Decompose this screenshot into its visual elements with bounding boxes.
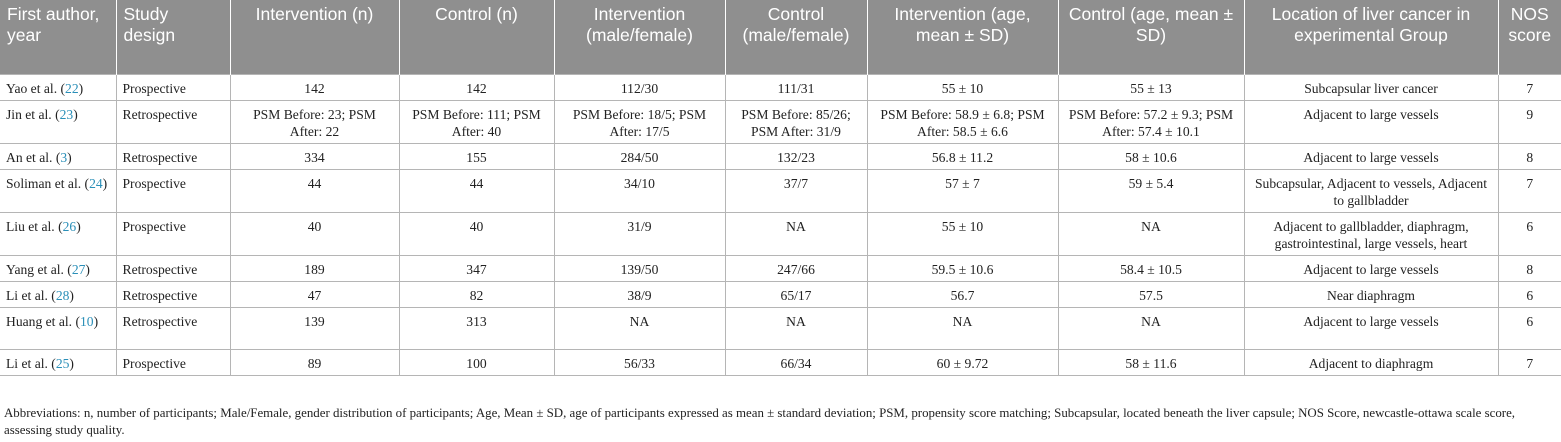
intervention-n-cell: 47 [230,281,399,307]
table-row [0,281,1561,307]
header-nos: NOS score [1498,0,1561,74]
reference-link[interactable]: 10 [79,313,94,329]
intervention-age-cell: 59.5 ± 10.6 [867,255,1058,281]
header-control-n: Control (n) [399,0,554,74]
design-cell: Prospective [116,169,230,212]
design-cell: Prospective [116,349,230,375]
nos-cell: 7 [1498,74,1561,100]
control-n-cell: 142 [399,74,554,100]
reference-link[interactable]: 27 [71,261,86,277]
control-age-cell: 59 ± 5.4 [1058,169,1244,212]
control-age-cell: 58 ± 10.6 [1058,143,1244,169]
reference-link[interactable]: 22 [65,80,79,96]
control-age-cell: NA [1058,307,1244,349]
intervention-age-cell: 55 ± 10 [867,74,1058,100]
nos-cell: 6 [1498,212,1561,255]
design-cell: Prospective [116,74,230,100]
intervention-n-cell: 334 [230,143,399,169]
reference-link[interactable]: 24 [89,175,103,191]
design-cell: Prospective [116,212,230,255]
control-age-cell: PSM Before: 57.2 ± 9.3; PSM After: 57.4 ± 10.1 [1058,100,1244,143]
control-n-cell: 82 [399,281,554,307]
location-cell: Adjacent to gallbladder, diaphragm, gastrointestinal, large vessels, heart [1244,212,1498,255]
intervention-mf-cell: PSM Before: 18/5; PSM After: 17/5 [554,100,725,143]
control-mf-cell: 247/66 [725,255,867,281]
reference-link[interactable]: 25 [55,355,70,371]
intervention-age-cell: 56.7 [867,281,1058,307]
intervention-n-cell: 139 [230,307,399,349]
location-cell: Near diaphragm [1244,281,1498,307]
intervention-n-cell: 40 [230,212,399,255]
control-n-cell: 155 [399,143,554,169]
design-cell: Retrospective [116,143,230,169]
control-mf-cell: 132/23 [725,143,867,169]
header-design: Study design [116,0,230,74]
table-footnote: Abbreviations: n, number of participants; Male/Female, gender distribution of participants; Age, Mean ± SD, age of participants expressed as mean ± standard deviation; PSM, propensity score matching; Subcapsular, located beneath the liver capsule; NOS Score, newcastle-ottawa scale score, assessing study quality. [4,406,1516,437]
location-cell: Subcapsular liver cancer [1244,74,1498,100]
control-mf-cell: 37/7 [725,169,867,212]
control-mf-cell: 111/31 [725,74,867,100]
header-location: Location of liver cancer in experimental Group [1244,0,1498,74]
header-row [0,0,1561,74]
control-mf-cell: NA [725,212,867,255]
header-intervention-age: Intervention (age, mean ± SD) [867,0,1058,74]
control-n-cell: 100 [399,349,554,375]
reference-link[interactable]: 26 [62,218,77,234]
intervention-mf-cell: 56/33 [554,349,725,375]
nos-cell: 8 [1498,255,1561,281]
design-cell: Retrospective [116,281,230,307]
intervention-n-cell: 89 [230,349,399,375]
location-cell: Subcapsular, Adjacent to vessels, Adjacent to gallbladder [1244,169,1498,212]
control-mf-cell: NA [725,307,867,349]
reference-link[interactable]: 23 [59,106,74,122]
control-age-cell: 58.4 ± 10.5 [1058,255,1244,281]
control-age-cell: 58 ± 11.6 [1058,349,1244,375]
intervention-age-cell: 60 ± 9.72 [867,349,1058,375]
author-cell: An et al. (3) [0,143,116,169]
header-control-age: Control (age, mean ± SD) [1058,0,1244,74]
location-cell: Adjacent to large vessels [1244,307,1498,349]
nos-cell: 8 [1498,143,1561,169]
header-control-mf: Control (male/female) [725,0,867,74]
intervention-mf-cell: 38/9 [554,281,725,307]
header-intervention-mf: Intervention (male/female) [554,0,725,74]
author-cell: Li et al. (28) [0,281,116,307]
control-n-cell: PSM Before: 111; PSM After: 40 [399,100,554,143]
intervention-n-cell: 189 [230,255,399,281]
intervention-age-cell: PSM Before: 58.9 ± 6.8; PSM After: 58.5 ± 6.6 [867,100,1058,143]
control-age-cell: 57.5 [1058,281,1244,307]
author-cell: Liu et al. (26) [0,212,116,255]
intervention-age-cell: NA [867,307,1058,349]
intervention-mf-cell: 139/50 [554,255,725,281]
control-mf-cell: PSM Before: 85/26; PSM After: 31/9 [725,100,867,143]
location-cell: Adjacent to large vessels [1244,100,1498,143]
table-row [0,307,1561,349]
design-cell: Retrospective [116,255,230,281]
intervention-age-cell: 57 ± 7 [867,169,1058,212]
author-cell: Huang et al. (10) [0,307,116,349]
intervention-mf-cell: NA [554,307,725,349]
intervention-mf-cell: 34/10 [554,169,725,212]
location-cell: Adjacent to large vessels [1244,143,1498,169]
reference-link[interactable]: 3 [60,149,68,165]
control-n-cell: 40 [399,212,554,255]
intervention-mf-cell: 31/9 [554,212,725,255]
intervention-mf-cell: 112/30 [554,74,725,100]
nos-cell: 6 [1498,281,1561,307]
nos-cell: 6 [1498,307,1561,349]
control-age-cell: 55 ± 13 [1058,74,1244,100]
header-author: First author, year [0,0,116,74]
table-row [0,349,1561,375]
author-cell: Yao et al. (22) [0,74,116,100]
control-mf-cell: 66/34 [725,349,867,375]
nos-cell: 9 [1498,100,1561,143]
control-n-cell: 313 [399,307,554,349]
intervention-n-cell: 44 [230,169,399,212]
control-mf-cell: 65/17 [725,281,867,307]
header-intervention-n: Intervention (n) [230,0,399,74]
intervention-n-cell: PSM Before: 23; PSM After: 22 [230,100,399,143]
author-cell: Jin et al. (23) [0,100,116,143]
author-cell: Soliman et al. (24) [0,169,116,212]
intervention-mf-cell: 284/50 [554,143,725,169]
location-cell: Adjacent to large vessels [1244,255,1498,281]
nos-cell: 7 [1498,169,1561,212]
location-cell: Adjacent to diaphragm [1244,349,1498,375]
table-row [0,169,1561,212]
table-row [0,100,1561,143]
table-row [0,74,1561,100]
reference-link[interactable]: 28 [55,287,70,303]
table-row [0,143,1561,169]
nos-cell: 7 [1498,349,1561,375]
author-cell: Yang et al. (27) [0,255,116,281]
table-row [0,255,1561,281]
control-n-cell: 44 [399,169,554,212]
design-cell: Retrospective [116,100,230,143]
intervention-age-cell: 55 ± 10 [867,212,1058,255]
control-age-cell: NA [1058,212,1244,255]
intervention-n-cell: 142 [230,74,399,100]
control-n-cell: 347 [399,255,554,281]
design-cell: Retrospective [116,307,230,349]
table-row [0,212,1561,255]
author-cell: Li et al. (25) [0,349,116,375]
intervention-age-cell: 56.8 ± 11.2 [867,143,1058,169]
